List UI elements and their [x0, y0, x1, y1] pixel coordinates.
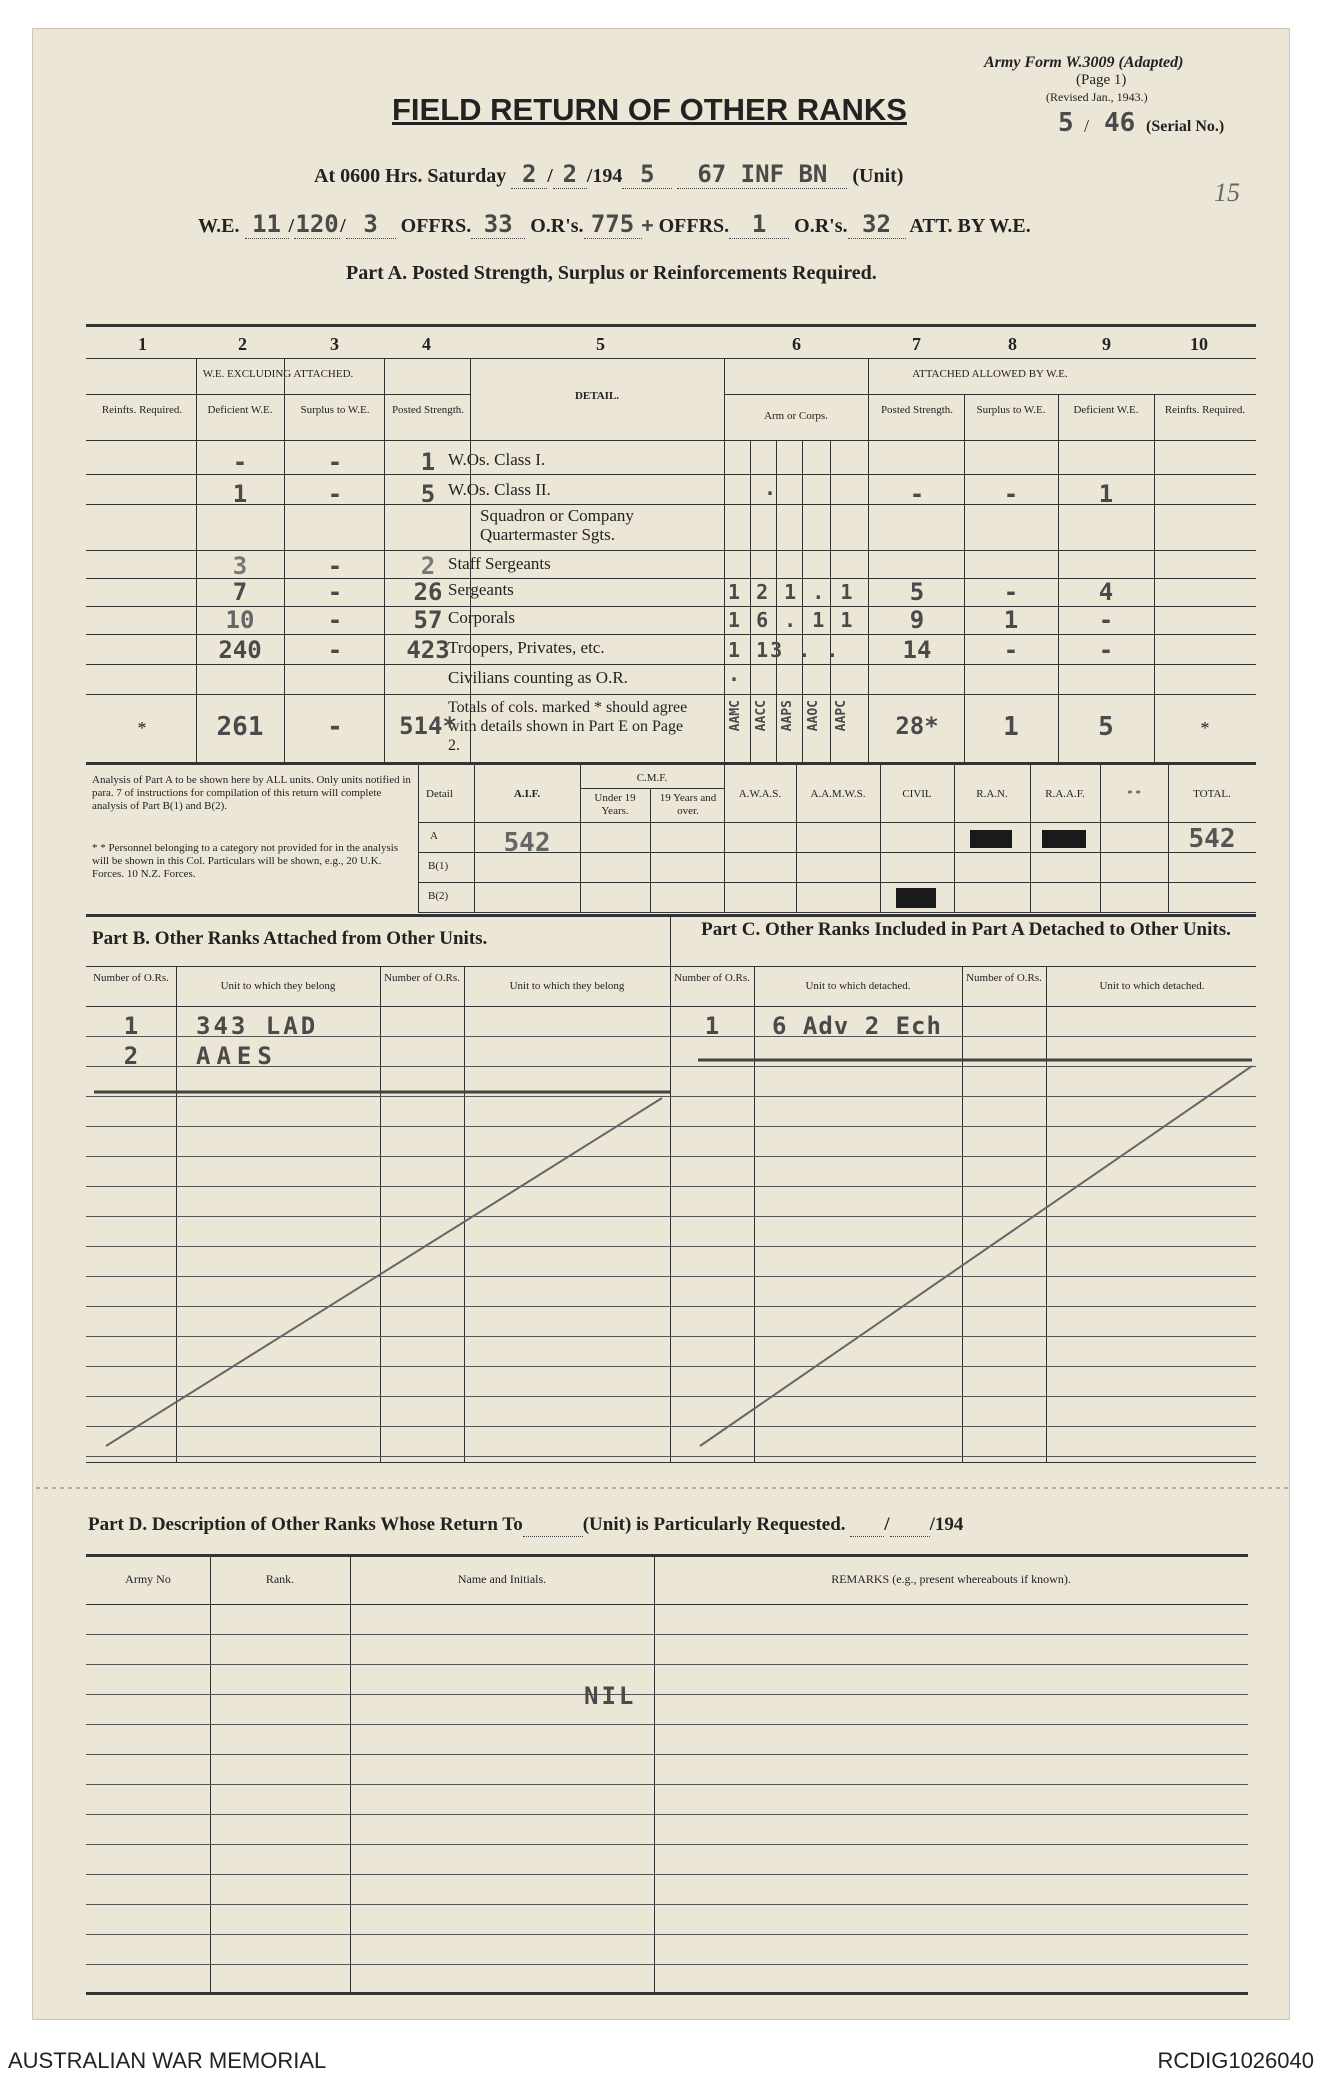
- r1-c2: -: [232, 448, 248, 476]
- hdr-c8: Surplus to W.E.: [976, 404, 1046, 416]
- corps-aaps: AAPS: [780, 700, 795, 732]
- col-num-7: 7: [912, 334, 921, 354]
- an-stars: * *: [1127, 788, 1141, 800]
- ruled-line: [86, 1934, 1248, 1935]
- detail-wo1: W.Os. Class I.: [448, 450, 546, 469]
- an-over19: 19 Years and over.: [659, 792, 717, 817]
- we-c: 3: [346, 210, 396, 239]
- an-civil: CIVIL: [902, 788, 932, 800]
- r5-c7: 5: [909, 578, 925, 606]
- col-num-2: 2: [238, 334, 247, 354]
- tot-c4: 514*: [399, 712, 457, 740]
- revised-label: (Revised Jan., 1943.): [1046, 90, 1148, 104]
- at-label: At 0600 Hrs. Saturday: [314, 165, 507, 187]
- r2-c8: -: [1003, 480, 1019, 508]
- r2-c4: 5: [420, 480, 436, 508]
- tot-c9: 5: [1098, 712, 1114, 742]
- r4-c3: -: [327, 552, 343, 580]
- r6-c9: -: [1098, 606, 1114, 634]
- year-value: 5: [622, 160, 672, 189]
- col-num-8: 8: [1008, 334, 1017, 354]
- d-col-remarks: REMARKS (e.g., present whereabouts if known).: [831, 1572, 1071, 1586]
- an-row-b2: B(2): [428, 890, 449, 902]
- r7-c2: 240: [218, 636, 262, 664]
- detail-corporals: Corporals: [448, 608, 516, 627]
- footer-right: RCDIG1026040: [1157, 2048, 1314, 2073]
- header-we-line: W.E. 11 /120/ 3 OFFRS. 33 O.R's. 775 + OFFRS. 1 O.R's. 32 ATT. BY W.E.: [198, 210, 1031, 238]
- c-entry-1-num: 1: [704, 1012, 720, 1040]
- r4-c4: 2: [420, 552, 436, 580]
- r5-c8: -: [1003, 578, 1019, 606]
- hdr-c4: Posted Strength.: [391, 404, 465, 416]
- ruled-line: [86, 1964, 1248, 1965]
- c-num-hdr-1: Number of O.Rs.: [674, 972, 750, 984]
- c-num-hdr-2: Number of O.Rs.: [966, 972, 1042, 984]
- offrs2-label: OFFRS.: [658, 215, 730, 237]
- r6-c2: 10: [225, 606, 255, 634]
- an-detail: Detail: [426, 788, 453, 800]
- r7-c8: -: [1003, 636, 1019, 664]
- we-a: 11: [245, 210, 289, 239]
- month-value: 2: [553, 160, 587, 189]
- serial-a: 5: [1058, 108, 1074, 138]
- ruled-line: [86, 1784, 1248, 1785]
- an-awas: A.W.A.S.: [738, 788, 782, 800]
- r6-c6: 1 6 . 1 1: [728, 608, 855, 632]
- r7-c3: -: [327, 636, 343, 664]
- b-num-hdr-1: Number of O.Rs.: [93, 972, 169, 984]
- r6-c3: -: [327, 606, 343, 634]
- ruled-line: [86, 1874, 1248, 1875]
- header-at-line: At 0600 Hrs. Saturday 2 / 2 /194 5 67 INF BN (Unit): [314, 160, 904, 188]
- form-title: FIELD RETURN OF OTHER RANKS: [392, 92, 907, 127]
- r7-c9: -: [1098, 636, 1114, 664]
- serial-label: (Serial No.): [1146, 118, 1225, 135]
- hdr-c1: Reinfts. Required.: [101, 404, 183, 416]
- an-row-a: A: [430, 830, 438, 842]
- an-aif: A.I.F.: [513, 788, 541, 800]
- offrs2-value: 1: [729, 210, 789, 239]
- col-num-9: 9: [1102, 334, 1111, 354]
- an-ran: R.A.N.: [976, 788, 1008, 800]
- tot-c3: -: [327, 712, 343, 742]
- r4-c2: 3: [232, 552, 248, 580]
- ors-value: 775: [584, 210, 642, 239]
- d-col-rank: Rank.: [265, 1572, 295, 1586]
- r2-c3: -: [327, 480, 343, 508]
- col-num-6: 6: [792, 334, 801, 354]
- tot-c2: 261: [216, 712, 264, 742]
- we-b: 120: [295, 210, 339, 238]
- ors2-label: O.R's.: [794, 215, 848, 237]
- analysis-note-1: Analysis of Part A to be shown here by ALL units. Only units notified in para. 7 of instructions for compilation of this return will complete analysis of Part B(1) and B(2).: [92, 774, 411, 813]
- b-entry-2-num: 2: [123, 1042, 139, 1070]
- part-b-title: Part B. Other Ranks Attached from Other Units.: [92, 928, 488, 949]
- army-form-label: Army Form W.3009 (Adapted): [984, 54, 1184, 71]
- part-d-title-line: Part D. Description of Other Ranks Whose Return To (Unit) is Particularly Requested. / /194: [88, 1514, 964, 1535]
- serial-b: 46: [1104, 108, 1136, 138]
- r2-c9: 1: [1098, 480, 1114, 508]
- detail-civilians: Civilians counting as O.R.: [448, 668, 628, 687]
- page-label: (Page 1): [1076, 72, 1127, 88]
- col-num-10: 10: [1190, 334, 1208, 354]
- an-total: TOTAL.: [1193, 788, 1231, 800]
- d-col-army: Army No: [125, 1572, 171, 1586]
- group-right-header: ATTACHED ALLOWED BY W.E.: [912, 368, 1068, 380]
- c-unit-hdr-2: Unit to which detached.: [1099, 980, 1205, 992]
- col-num-1: 1: [138, 334, 147, 354]
- corps-aamc: AAMC: [728, 700, 743, 732]
- hdr-c6: Arm or Corps.: [764, 410, 828, 422]
- offrs-value: 33: [471, 210, 525, 239]
- unit-label: (Unit): [852, 165, 904, 187]
- ruled-line: [86, 1724, 1248, 1725]
- r5-c9: 4: [1098, 578, 1114, 606]
- detail-privates: Troopers, Privates, etc.: [448, 638, 605, 657]
- r1-c4: 1: [420, 448, 436, 476]
- ruled-line: [86, 1844, 1248, 1845]
- r5-c3: -: [327, 578, 343, 606]
- c-entry-1-unit: 6 Adv 2 Ech: [772, 1012, 942, 1040]
- margin-note: 15: [1214, 178, 1240, 207]
- r5-c2: 7: [232, 578, 248, 606]
- unit-value: 67 INF BN: [677, 160, 847, 189]
- r2-c2: 1: [232, 480, 248, 508]
- hdr-c9: Deficient W.E.: [1073, 404, 1139, 416]
- d-col-name: Name and Initials.: [457, 1572, 547, 1586]
- r6-c4: 57: [413, 606, 443, 634]
- att-label: ATT. BY W.E.: [909, 215, 1031, 237]
- b-entry-1-unit: 343 LAD: [196, 1012, 319, 1040]
- corps-aaoc: AAOC: [806, 700, 821, 732]
- corps-aacc: AACC: [754, 700, 769, 732]
- detail-cqms: Squadron or Company Quartermaster Sgts.: [480, 506, 634, 544]
- ors2-value: 32: [848, 210, 906, 239]
- detail-wo2: W.Os. Class II.: [448, 480, 551, 499]
- part-d-date: /194: [929, 1514, 964, 1535]
- ruled-line: [86, 1694, 1248, 1695]
- hdr-c5: DETAIL.: [574, 390, 620, 402]
- b-entry-2-unit: AAES: [196, 1042, 278, 1070]
- r1-c3: -: [327, 448, 343, 476]
- hdr-c10: Reinfts. Required.: [1164, 404, 1246, 416]
- day-value: 2: [511, 160, 547, 189]
- tot-c8: 1: [1003, 712, 1019, 742]
- r7-c7: 14: [902, 636, 932, 664]
- r7-c6: 1 13 . . .: [728, 638, 841, 686]
- footer-left: AUSTRALIAN WAR MEMORIAL: [8, 2048, 327, 2073]
- r7-c4: 423: [406, 636, 450, 664]
- an-a-aif: 542: [503, 828, 551, 858]
- an-a-total: 542: [1188, 824, 1236, 854]
- b-num-hdr-2: Number of O.Rs.: [384, 972, 460, 984]
- r6-c8: 1: [1003, 606, 1019, 634]
- b-unit-hdr-1: Unit to which they belong: [220, 980, 336, 992]
- ruled-line: [86, 1754, 1248, 1755]
- tot-c7: 28*: [895, 712, 939, 740]
- ruled-line: [86, 1664, 1248, 1665]
- detail-sergeants: Sergeants: [448, 580, 514, 599]
- corps-aapc: AAPC: [834, 700, 849, 732]
- year-prefix: 194: [592, 165, 623, 187]
- an-raaf: R.A.A.F.: [1045, 788, 1085, 800]
- d-nil: NIL: [584, 1682, 637, 1710]
- part-d-unit: (Unit) is Particularly Requested.: [582, 1514, 846, 1535]
- offrs-label: OFFRS.: [400, 215, 472, 237]
- tot-c1: *: [137, 718, 147, 738]
- part-c-title: Part C. Other Ranks Included in Part A Detached to Other Units.: [701, 919, 1231, 940]
- an-aamws: A.A.M.W.S.: [810, 788, 866, 800]
- tot-c10: *: [1200, 718, 1210, 738]
- an-under19: Under 19 Years.: [594, 792, 636, 817]
- col-num-3: 3: [330, 334, 339, 354]
- c-unit-hdr-1: Unit to which detached.: [805, 980, 911, 992]
- b-entry-1-num: 1: [123, 1012, 139, 1040]
- r6-c7: 9: [909, 606, 925, 634]
- r5-c6: 1 2 1 . 1: [728, 580, 855, 604]
- hdr-c3: Surplus to W.E.: [300, 404, 370, 416]
- part-a-title: Part A. Posted Strength, Surplus or Reinforcements Required.: [346, 262, 877, 284]
- detail-totals: Totals of cols. marked * should agree with details shown in Part E on Page 2.: [448, 699, 688, 754]
- ruled-line: [86, 1814, 1248, 1815]
- r5-c4: 26: [413, 578, 443, 606]
- r2-c6: .: [763, 476, 777, 500]
- col-num-4: 4: [422, 334, 431, 354]
- group-left-header: W.E. EXCLUDING ATTACHED.: [202, 368, 354, 380]
- we-label: W.E.: [198, 215, 240, 237]
- an-row-b1: B(1): [428, 860, 449, 872]
- r2-c7: -: [909, 480, 925, 508]
- hdr-c2: Deficient W.E.: [207, 404, 273, 416]
- an-cmf: C.M.F.: [636, 772, 668, 784]
- ruled-line: [86, 1904, 1248, 1905]
- col-num-5: 5: [596, 334, 605, 354]
- analysis-note-2: * * Personnel belonging to a category not provided for in the analysis will be shown in this Col. Particulars will be shown, e.g., 20 U.K. Forces. 10 N.Z. Forces.: [92, 842, 399, 881]
- part-d-title: Part D. Description of Other Ranks Whose Return To: [88, 1514, 523, 1535]
- detail-staff-sgt: Staff Sergeants: [448, 554, 551, 573]
- hdr-c7: Posted Strength.: [880, 404, 954, 416]
- ors-label: O.R's.: [530, 215, 584, 237]
- b-unit-hdr-2: Unit to which they belong: [509, 980, 625, 992]
- plus-sign: +: [641, 213, 654, 237]
- ruled-line: [86, 1634, 1248, 1635]
